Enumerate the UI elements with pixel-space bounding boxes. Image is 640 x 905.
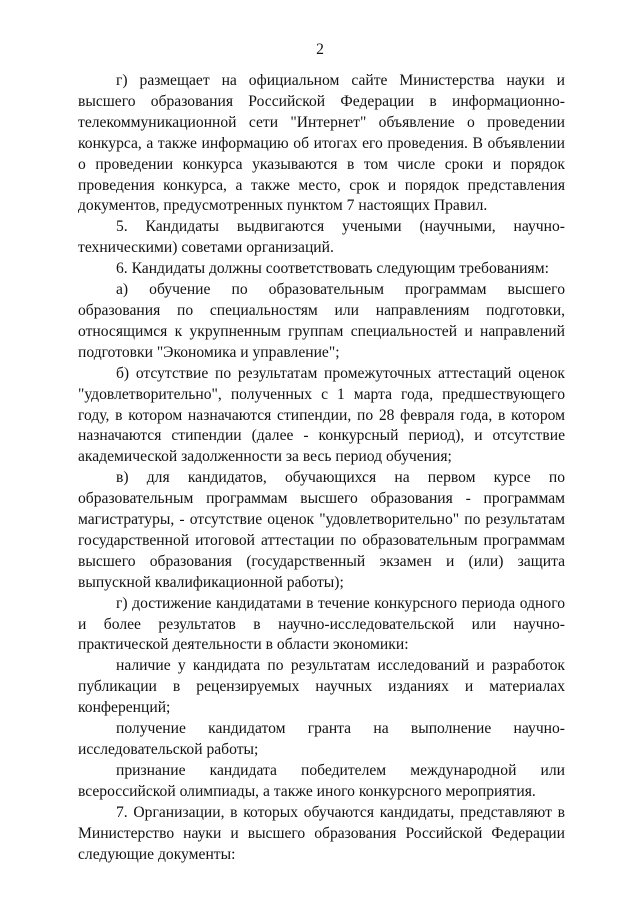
paragraph-clause-5: 5. Кандидаты выдвигаются учеными (научными, научно-техническими) советами организаций. <box>78 218 565 257</box>
document-body <box>78 71 565 865</box>
paragraph-clause-6: 6. Кандидаты должны соответствовать следующим требованиям: <box>116 260 549 278</box>
paragraph-clause-7: 7. Организации, в которых обучаются кандидаты, представляют в Министерство науки и высшего образования Российской Федерации следующие документы: <box>78 803 565 863</box>
paragraph-publications: наличие у кандидата по результатам исследований и разработок публикации в рецензируемых научных изданиях и материалах конференций; <box>78 657 565 717</box>
paragraph-item-a: а) обучение по образовательным программам высшего образования по специальностям или направлениям подготовки, относящимся к укрупненным группам специальностей и направлений подготовки "Экономика и управление"; <box>78 281 565 361</box>
page-number: 2 <box>316 41 324 58</box>
paragraph-grant: получение кандидатом гранта на выполнение научно-исследовательской работы; <box>78 720 565 758</box>
paragraph-item-g-achievements: г) достижение кандидатами в течение конкурсного периода одного и более результатов в научно-исследовательской или научно-практической деятельности в области экономики: <box>78 594 565 654</box>
paragraph-item-b: б) отсутствие по результатам промежуточных аттестаций оценок "удовлетворительно", полученных с 1 марта года, предшествующего году, в котором назначаются стипендии, по 28 февраля года, в котором назначаются стипендии (далее - конкурсный период), и отсутствие академической задолженности за весь период обучения; <box>78 364 565 466</box>
paragraph-olympiad: признание кандидата победителем международной или всероссийской олимпиады, а также иного конкурсного мероприятия. <box>78 761 565 800</box>
paragraph-item-v: в) для кандидатов, обучающихся на первом курсе по образовательным программам высшего образования - программам магистратуры, - отсутствие оценок "удовлетворительно" по результатам государственной итоговой аттестации по образовательным программам высшего образования (государственный экзамен и (или) защита выпускной квалификационной работы); <box>78 469 565 591</box>
paragraph-item-g-publication: г) размещает на официальном сайте Министерства науки и высшего образования Российской Федерации в информационно-телекоммуникационной сети "Интернет" объявление о проведении конкурса, а также информацию об итогах его проведения. В объявлении о проведении конкурса указываются в том числе сроки и порядок проведения конкурса, а также место, срок и порядок представления документов, предусмотренных пунктом 7 настоящих Правил. <box>78 72 565 215</box>
